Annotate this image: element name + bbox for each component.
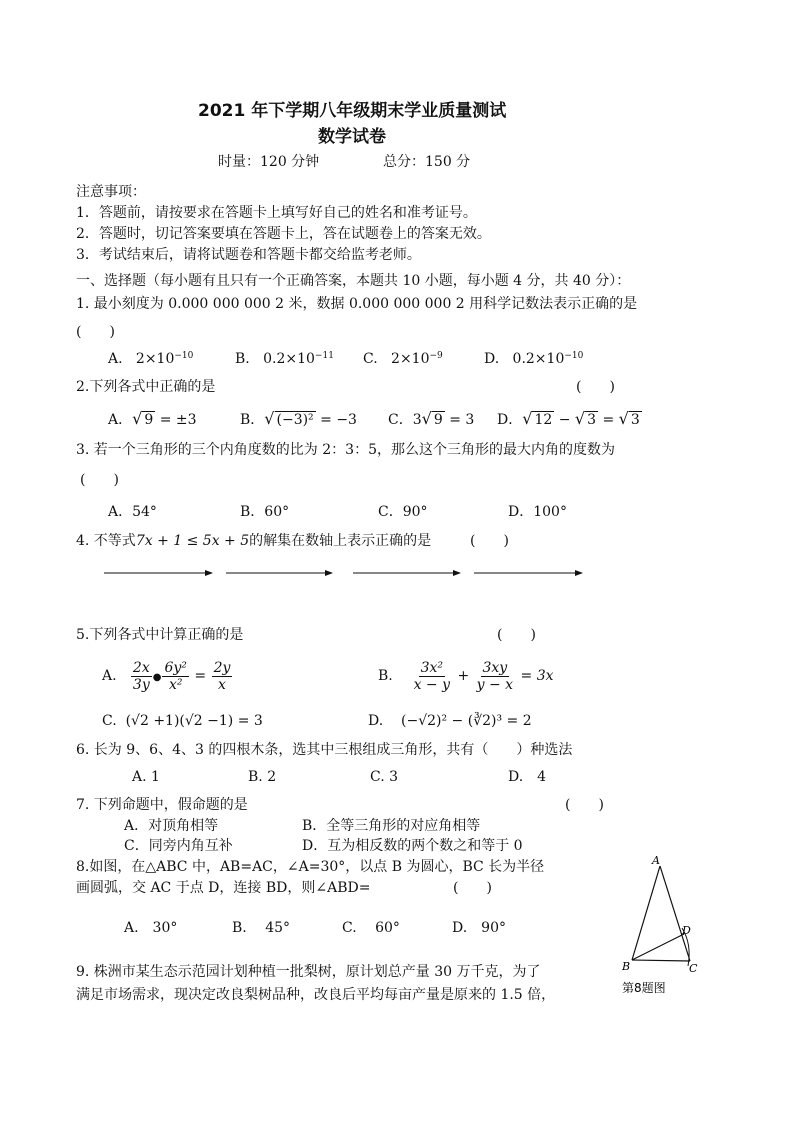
note-item: 1．答题前，请按要求在答题卡上填写好自己的姓名和准考证号。: [76, 205, 477, 221]
q1-answer-paren: ( ): [76, 324, 115, 340]
q3-option-a: A．54°: [108, 504, 157, 520]
q6-option-d: D. 4: [508, 769, 547, 785]
q5-answer-paren: ( ): [497, 627, 536, 643]
q8-stem-line1: 8.如图，在△ABC 中，AB=AC，∠A=30°，以点 B 为圆心，BC 长为半径: [76, 859, 545, 875]
q3-option-b: B．60°: [240, 504, 290, 520]
q5-stem: 5.下列各式中计算正确的是: [76, 627, 244, 643]
notes-heading: 注意事项：: [76, 184, 146, 200]
q7-stem: 7. 下列命题中，假命题的是: [76, 797, 248, 813]
q9-stem-line2: 满足市场需求，现决定改良梨树品种，改良后平均每亩产量是原来的 1.5 倍，: [76, 987, 556, 1003]
label-d: D: [682, 924, 691, 937]
q4-stem: 4. 不等式7x + 1 ≤ 5x + 5的解集在数轴上表示正确的是: [76, 533, 432, 549]
q8-answer-paren: ( ): [453, 880, 492, 896]
q7-option-d: D．互为相反数的两个数之和等于 0: [302, 838, 523, 854]
q1-stem: 1. 最小刻度为 0.000 000 000 2 米，数据 0.000 000 000 2 用科学记数法表示正确的是: [76, 296, 638, 312]
side-ac: [660, 866, 690, 961]
q9-stem-line1: 9. 株洲市某生态示范园计划种植一批梨树，原计划总产量 30 万千克，为了: [76, 964, 541, 980]
q6-option-b: B. 2: [248, 769, 277, 785]
q2-answer-paren: ( ): [576, 379, 615, 395]
exam-title: 2021 年下学期八年级期末学业质量测试: [198, 101, 507, 121]
q1-option-c: C. $2\times 10^{-9}$: [363, 351, 443, 367]
q6-option-a: A. 1: [132, 769, 160, 785]
q8-triangle-figure: [612, 848, 712, 998]
q8-option-b: B. 45°: [232, 920, 291, 936]
note-item: 3．考试结束后，请将试题卷和答题卡都交给监考老师。: [76, 247, 421, 263]
q3-option-d: D．100°: [508, 504, 567, 520]
q6-option-c: C. 3: [370, 769, 399, 785]
time-info: 时量：120 分钟: [218, 154, 320, 170]
q3-answer-paren: ( ): [80, 472, 119, 488]
q1-option-b: B. $0.2\times 10^{-11}$: [235, 351, 334, 367]
q8-option-c: C. 60°: [342, 920, 400, 936]
q4-answer-paren: ( ): [470, 533, 509, 549]
label-a: A: [652, 854, 660, 867]
exam-subtitle: 数学试卷: [318, 127, 386, 147]
q3-option-c: C．90°: [378, 504, 428, 520]
q2-option-a: A．√ 9 = ±3: [108, 409, 197, 428]
q7-option-b: B．全等三角形的对应角相等: [302, 818, 481, 834]
section-heading: 一、选择题（每小题有且只有一个正确答案，本题共 10 小题，每小题 4 分，共 40 分）：: [76, 273, 631, 289]
q6-stem: 6. 长为 9、6、4、3 的四根木条，选其中三根组成三角形，共有（ ）种选法: [76, 742, 573, 758]
score-info: 总分：150 分: [383, 154, 471, 170]
q3-stem: 3. 若一个三角形的三个内角度数的比为 2：3：5，那么这个三角形的最大内角的度数为: [76, 442, 615, 458]
q2-option-b: B．√ (−3)² = −3: [240, 409, 357, 428]
segment-bd: [632, 934, 684, 960]
note-item: 2．答题时，切记答案要填在答题卡上，答在试题卷上的答案无效。: [76, 226, 491, 242]
side-bc: [632, 960, 690, 961]
q7-option-c: C．同旁内角互补: [124, 838, 233, 854]
q5-option-d: D. (−√2)² − (∛2)³ = 2: [368, 713, 532, 729]
label-b: B: [622, 960, 631, 973]
q1-option-d: D. $0.2\times 10^{-10}$: [484, 351, 584, 367]
label-c: C: [689, 962, 698, 975]
q8-option-d: D. 90°: [452, 920, 506, 936]
q5-option-b: B. $\frac{\text{3x²}}{x - y}$ + $\frac{3xy}{y - x}$ = 3x: [378, 659, 554, 693]
figure-caption: 第8题图: [622, 981, 666, 995]
q5-option-c: C. (√2 +1)(√2 −1) = 3: [102, 713, 263, 729]
q7-option-a: A．对顶角相等: [124, 818, 219, 834]
q8-option-a: A. 30°: [124, 920, 178, 936]
q7-answer-paren: ( ): [565, 797, 604, 813]
q1-option-a: A. $2\times 10^{-10}$: [108, 351, 194, 367]
q2-option-d: D．√ 12 − √ 3 = √ 3: [497, 409, 640, 428]
q2-option-c: C．3√ 9 = 3: [388, 409, 475, 428]
side-ab: [632, 866, 660, 960]
q2-stem: 2.下列各式中正确的是: [76, 379, 216, 395]
q5-option-a: A. $\frac{2x}{3y}$ ● $\frac{\text{6y²}}{\text{x²}}$ = $\frac{2y}{x}$: [102, 659, 231, 693]
q8-stem-line2: 画圆弧，交 AC 于点 D，连接 BD，则∠ABD=: [76, 880, 371, 896]
